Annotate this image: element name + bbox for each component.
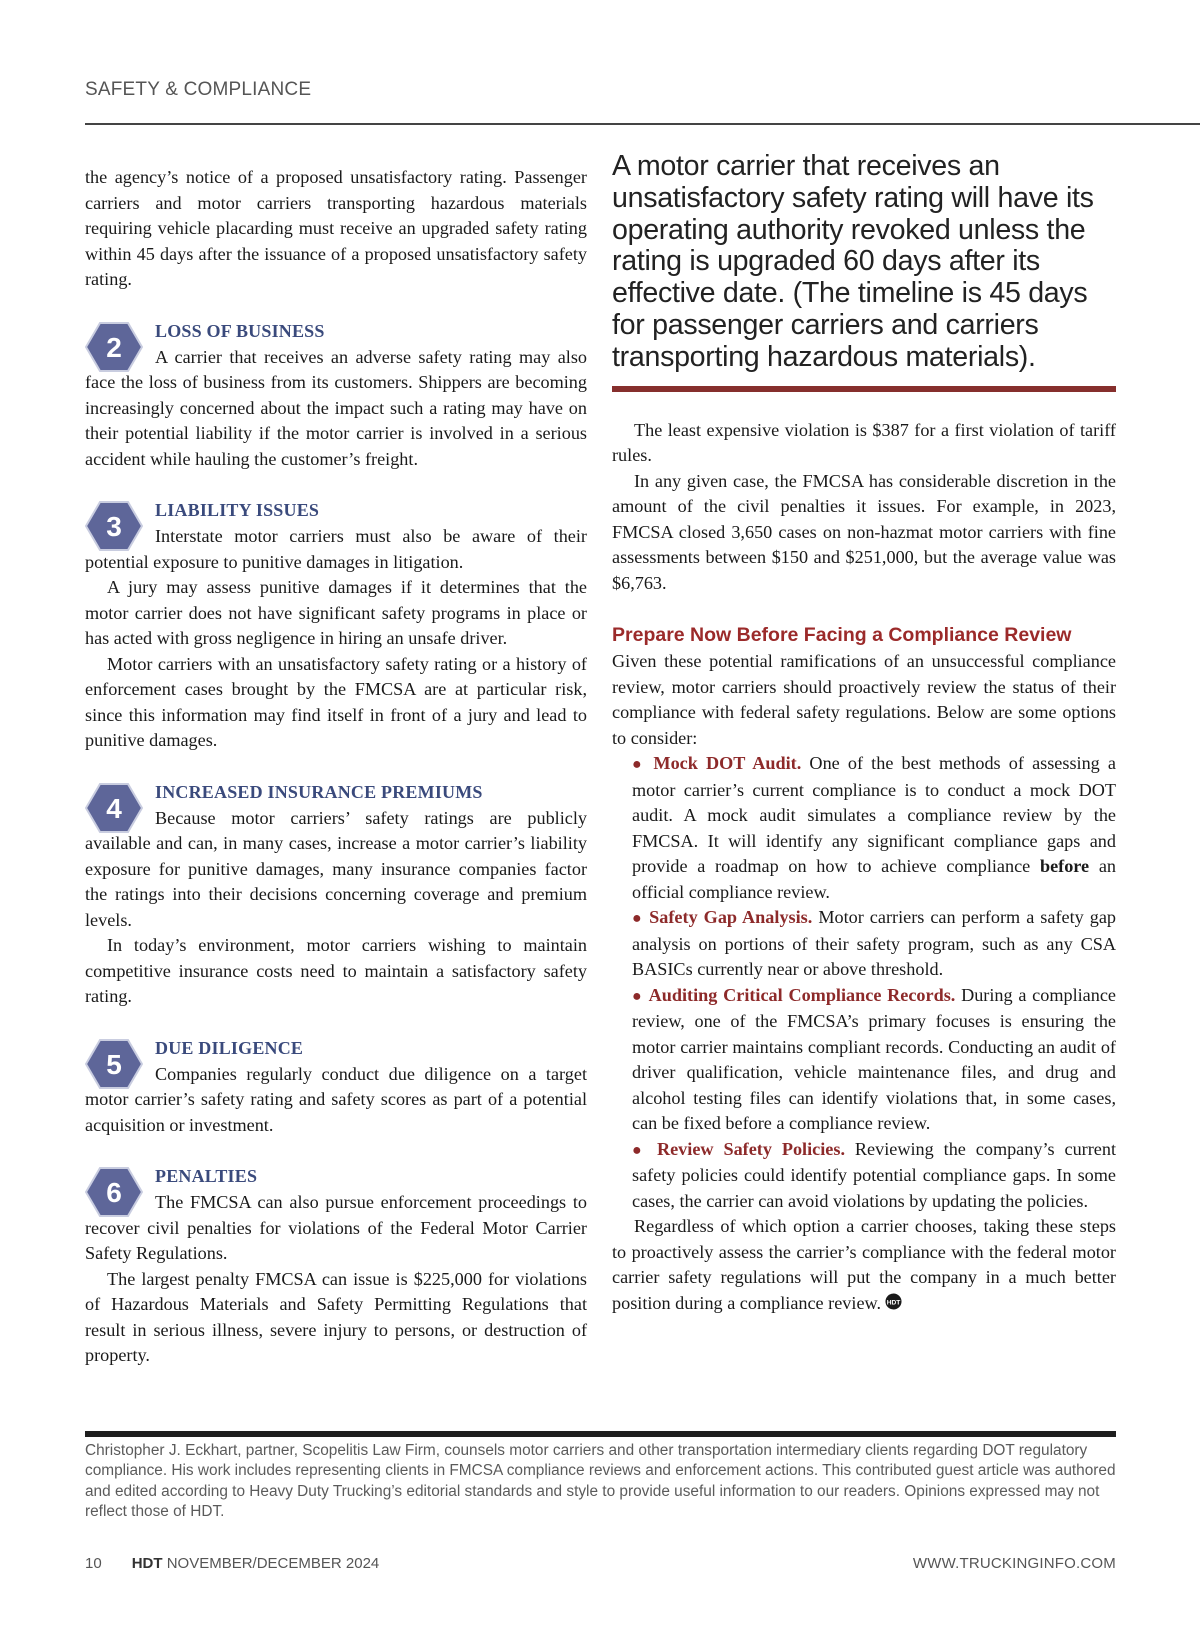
section-3 — [85, 498, 587, 754]
section-2 — [85, 319, 587, 473]
right-column — [612, 150, 1116, 1316]
bullet-dot-icon: ● — [632, 987, 643, 1005]
magazine-name: HDT — [131, 1555, 163, 1572]
bullet-text: Motor carriers can perform a safety gap analysis on portions of their safety program, such as any CSA BASICs currently near or above threshold. — [632, 907, 1116, 980]
pull-quote-rule — [612, 386, 1116, 392]
bullet-item — [612, 905, 1116, 983]
hdt-end-mark-icon — [885, 1293, 902, 1310]
left-intro-paragraph: the agency’s notice of a proposed unsatisfactory rating. Passenger carriers and motor carriers transporting hazardous materials requiring vehicle placarding must receive an upgraded safety rating within 45 days after the issuance of a proposed unsatisfactory safety rating. — [85, 167, 587, 289]
section-paragraph: A jury may assess punitive damages if it determines that the motor carrier does not have significant safety programs in place or has acted with gross negligence in hiring an unsafe driver. — [85, 577, 587, 648]
bullet-dot-icon: ● — [632, 756, 646, 774]
left-column — [85, 165, 587, 1369]
section-title: INCREASED INSURANCE PREMIUMS — [155, 781, 483, 802]
bullet-item — [612, 751, 1116, 905]
bullet-lead: Safety Gap Analysis. — [649, 907, 813, 928]
bullet-dot-icon: ● — [632, 1141, 648, 1159]
section-paragraph: A carrier that receives an adverse safety rating may also face the loss of business from its customers. Shippers are becoming increasingly concerned about the impact such a rating may have on their potential liability if the motor carrier is involved in a serious accident while hauling the customer’s freight. — [85, 346, 587, 469]
number-badge-icon — [85, 321, 143, 373]
section-header: SAFETY & COMPLIANCE — [85, 79, 312, 100]
section-number: 4 — [106, 792, 122, 824]
bio-rule — [85, 1431, 1116, 1437]
bullet-text: During a compliance review, one of the FMCSA’s primary focuses is ensuring the motor carrier maintains compliant records. Conducting an audit of driver qualification, vehicle maintenance files, and drug and alcohol testing files can identify violations that, in some cases, can be fixed before a compliance review. — [632, 984, 1116, 1134]
bullet-emphasis: before — [1039, 856, 1090, 877]
author-bio: Christopher J. Eckhart, partner, Scopelitis Law Firm, counsels motor carriers and other transportation intermediary clients regarding DOT regulatory compliance. His work includes representing clients in FMCSA compliance reviews and enforcement actions. This contributed guest article was authored and edited according to Heavy Duty Trucking’s editorial standards and style to provide useful information to our readers. Opinions expressed may not reflect those of HDT. — [85, 1442, 1116, 1520]
body-paragraph: The least expensive violation is $387 for a first violation of tariff rules. — [612, 419, 1116, 466]
bullet-dot-icon: ● — [632, 910, 644, 928]
section-6 — [85, 1164, 587, 1369]
section-paragraph: The largest penalty FMCSA can issue is $225,000 for violations of Hazardous Materials and Safety Permitting Regulations that result in serious illness, severe injury to persons, or destruction of property. — [85, 1268, 587, 1365]
section-paragraph: Because motor carriers’ safety ratings are publicly available and can, in many cases, increase a motor carrier’s liability exposure for punitive damages, many insurance companies factor the ratings into their decisions concerning coverage and premium levels. — [85, 807, 587, 930]
bullet-lead: Review Safety Policies. — [656, 1138, 845, 1159]
bullet-lead: Mock DOT Audit. — [653, 753, 802, 774]
section-title: DUE DILIGENCE — [155, 1037, 304, 1058]
section-paragraph: Motor carriers with an unsatisfactory safety rating or a history of enforcement cases brought by the FMCSA are at particular risk, since this information may find itself in front of a jury and lead to punitive damages. — [85, 653, 587, 750]
header-rule — [85, 123, 1200, 125]
section-number: 6 — [106, 1177, 122, 1208]
section-title: LOSS OF BUSINESS — [155, 320, 325, 341]
closing-paragraph — [612, 1214, 1116, 1316]
section-number: 2 — [106, 331, 122, 363]
bullet-item — [612, 983, 1116, 1137]
bullet-text: One of the best methods of assessing a motor carrier’s current compliance is to conduct a mock DOT audit. A mock audit simulates a compliance review by the FMCSA. It will identify any significant compliance gaps and provide a roadmap on how to achieve compliance — [632, 753, 1116, 877]
pull-quote: A motor carrier that receives an unsatisfactory safety rating will have its operating authority revoked unless the rating is upgraded 60 days after its effective date. (The timeline is 45 days for passenger carriers and carriers transporting hazardous materials). — [612, 150, 1094, 373]
number-badge-icon — [85, 1038, 143, 1090]
bullet-lead: Auditing Critical Compliance Records. — [648, 984, 956, 1005]
number-badge-icon — [85, 1166, 143, 1218]
bullet-text: an official compliance review. — [632, 856, 1116, 902]
page-number: 10 — [85, 1555, 102, 1572]
section-number: 3 — [106, 511, 122, 542]
bullet-text: Reviewing the company’s current safety policies could identify potential compliance gaps. In some cases, the carrier can avoid violations by updating the policies. — [632, 1138, 1116, 1211]
footer-left — [85, 1555, 379, 1572]
section-number: 5 — [106, 1048, 122, 1080]
section-paragraph: Companies regularly conduct due diligence on a target motor carrier’s safety rating and safety scores as part of a potential acquisition or investment. — [85, 1063, 587, 1135]
section-title: PENALTIES — [155, 1166, 258, 1186]
number-badge-icon — [85, 782, 143, 834]
section-paragraph: Interstate motor carriers must also be aware of their potential exposure to punitive damages in litigation. — [85, 526, 587, 572]
number-badge-icon — [85, 500, 143, 552]
section-paragraph: The FMCSA can also pursue enforcement proceedings to recover civil penalties for violations of the Federal Motor Carrier Safety Regulations. — [85, 1192, 587, 1263]
options-intro: Given these potential ramifications of an unsuccessful compliance review, motor carriers should proactively review the status of their compliance with federal safety regulations. Below are some options to consider: — [612, 651, 1116, 748]
section-4 — [85, 780, 587, 1010]
sub-heading: Prepare Now Before Facing a Compliance Review — [612, 624, 1072, 647]
footer-url: WWW.TRUCKINGINFO.COM — [912, 1555, 1116, 1572]
section-paragraph: In today’s environment, motor carriers wishing to maintain competitive insurance costs need to maintain a satisfactory safety rating. — [85, 935, 587, 1006]
issue-date: NOVEMBER/DECEMBER 2024 — [166, 1555, 380, 1572]
section-title: LIABILITY ISSUES — [155, 500, 320, 520]
section-5 — [85, 1036, 587, 1139]
bullet-item — [612, 1137, 1116, 1215]
closing-text: Regardless of which option a carrier chooses, taking these steps to proactively assess the carrier’s compliance with the federal motor carrier safety regulations will put the company in a much better position during a compliance review. — [612, 1216, 1116, 1313]
body-paragraph: In any given case, the FMCSA has considerable discretion in the amount of the civil penalties it issues. For example, in 2023, FMCSA closed 3,650 cases on non-hazmat motor carriers with fine assessments between $150 and $251,000, but the average value was $6,763. — [612, 470, 1116, 593]
end-mark-text: HDT — [886, 1298, 901, 1306]
